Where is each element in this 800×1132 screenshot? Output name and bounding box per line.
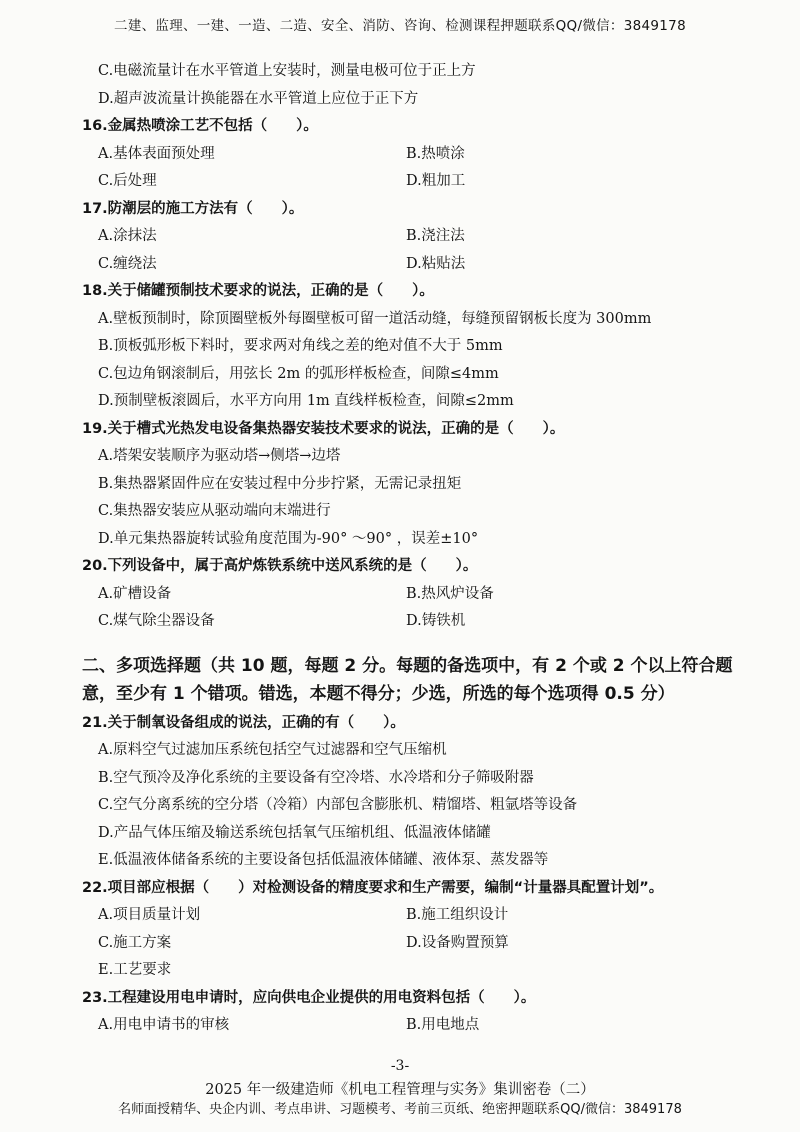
section-2-heading: 二、多项选择题（共 10 题，每题 2 分。每题的备选项中，有 2 个或 2 个以上符合题意，至少有 1 个错项。错选，本题不得分；少选，所选的每个选项得 0.5 分） [82, 655, 733, 704]
option-23-a: A.用电申请书的审核 [98, 1017, 230, 1033]
option-21-d: D.产品气体压缩及输送系统包括氧气压缩机组、低温液体储罐 [98, 824, 491, 841]
option-16-a: A.基体表面预处理 [98, 145, 215, 162]
footer-ad: 名师面授精华、央企内训、考点串讲、习题模考、考前三页纸、绝密押题联系QQ/微信：3849178 [118, 1102, 682, 1117]
question-22-row-ab [82, 902, 732, 930]
option-22-c: C.施工方案 [98, 934, 172, 951]
option-19-d: D.单元集热器旋转试验角度范围为-90° ～90° ，误差±10° [98, 530, 479, 547]
option-15-c: C.电磁流量计在水平管道上安装时，测量电极可位于正上方 [98, 63, 476, 79]
question-18-stem: 18.关于储罐预制技术要求的说法，正确的是（ ）。 [82, 283, 434, 299]
option-19-a: A.塔架安装顺序为驱动塔→侧塔→边塔 [98, 448, 341, 464]
question-22-row-cd [82, 930, 732, 958]
option-17-d: D.粘贴法 [406, 255, 466, 272]
option-18-d: D.预制壁板滚圆后，水平方向用 1m 直线样板检查，间隙≤2mm [98, 393, 514, 409]
option-21-e: E.低温液体储备系统的主要设备包括低温液体储罐、液体泵、蒸发器等 [98, 852, 549, 868]
option-22-b: B.施工组织设计 [406, 907, 509, 923]
question-20-row-cd [82, 608, 732, 636]
question-20-row-ab [82, 581, 732, 609]
option-20-c: C.煤气除尘器设备 [98, 613, 215, 629]
option-18-b: B.顶板弧形板下料时，要求两对角线之差的绝对值不大于 5mm [98, 338, 503, 354]
question-17-row-cd [82, 251, 732, 279]
option-21-c: C.空气分离系统的空分塔（冷箱）内部包含膨胀机、精馏塔、粗氩塔等设备 [98, 797, 578, 813]
option-22-e: E.工艺要求 [98, 962, 172, 978]
option-17-c: C.缠绕法 [98, 255, 157, 272]
option-21-a: A.原料空气过滤加压系统包括空气过滤器和空气压缩机 [98, 742, 447, 758]
option-20-a: A.矿槽设备 [98, 585, 172, 602]
option-20-d: D.铸铁机 [406, 613, 466, 629]
option-18-a: A.壁板预制时，除顶圈壁板外每圈壁板可留一道活动缝，每缝预留钢板长度为 300mm [98, 310, 652, 327]
question-17-row-ab [82, 223, 732, 251]
option-21-b: B.空气预冷及净化系统的主要设备有空冷塔、水冷塔和分子筛吸附器 [98, 769, 534, 786]
option-16-d: D.粗加工 [406, 173, 466, 189]
option-20-b: B.热风炉设备 [406, 585, 494, 602]
question-19-stem: 19.关于槽式光热发电设备集热器安装技术要求的说法，正确的是（ ）。 [82, 420, 565, 437]
page-number: -3- [390, 1058, 410, 1074]
option-16-b: B.热喷涂 [406, 145, 465, 162]
footer-title: 2025 年一级建造师《机电工程管理与实务》集训密卷（二） [205, 1082, 595, 1098]
option-22-d: D.设备购置预算 [406, 934, 509, 951]
question-16-row-ab [82, 141, 732, 169]
option-23-b: B.用电地点 [406, 1017, 480, 1033]
option-22-a: A.项目质量计划 [98, 907, 201, 923]
question-16-stem: 16.金属热喷涂工艺不包括（ ）。 [82, 118, 318, 134]
question-21-stem: 21.关于制氧设备组成的说法，正确的有（ ）。 [82, 714, 405, 731]
option-15-d: D.超声波流量计换能器在水平管道上应位于正下方 [98, 90, 419, 107]
question-17-stem: 17.防潮层的施工方法有（ ）。 [82, 200, 304, 217]
question-16-row-cd [82, 168, 732, 196]
question-23-row-ab [82, 1012, 732, 1040]
option-19-b: B.集热器紧固件应在安装过程中分步拧紧，无需记录扭矩 [98, 475, 462, 492]
option-17-b: B.浇注法 [406, 228, 465, 244]
option-18-c: C.包边角钢滚制后，用弦长 2m 的弧形样板检查，间隙≤4mm [98, 365, 499, 382]
question-22-stem: 22.项目部应根据（ ）对检测设备的精度要求和生产需要，编制“计量器具配置计划”。 [82, 879, 664, 896]
option-17-a: A.涂抹法 [98, 228, 157, 244]
page-header: 二建、监理、一建、一造、二造、安全、消防、咨询、检测课程押题联系QQ/微信：3849178 [114, 18, 686, 34]
question-23-stem: 23.工程建设用电申请时，应向供电企业提供的用电资料包括（ ）。 [82, 989, 536, 1006]
exam-content [82, 58, 732, 1040]
option-19-c: C.集热器安装应从驱动端向末端进行 [98, 503, 331, 519]
question-20-stem: 20.下列设备中，属于高炉炼铁系统中送风系统的是（ ）。 [82, 558, 478, 574]
option-16-c: C.后处理 [98, 173, 157, 189]
